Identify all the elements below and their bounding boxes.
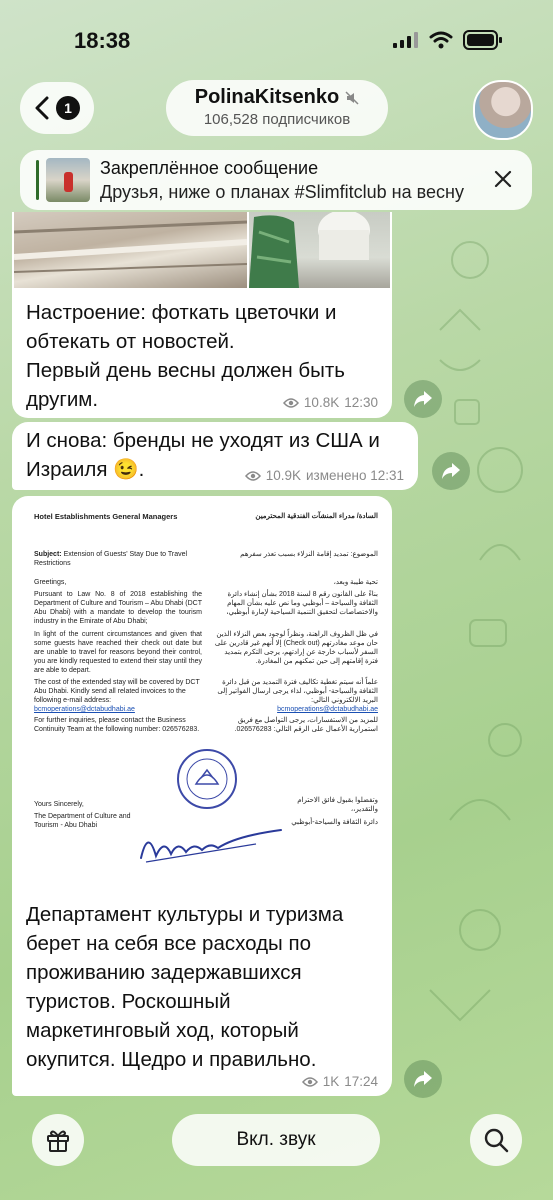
doc-greeting-ar: تحية طيبة وبعد، [333, 579, 378, 586]
message-text: Департамент культуры и туризма берет на себя все расходы по проживанию задержавшихся туристов. Роскошный маркетинговый ход, который окупится. Щедро и правильно. [26, 903, 344, 1071]
share-arrow-icon [413, 390, 433, 408]
unread-badge: 1 [56, 96, 80, 120]
message-meta: 10.8K 12:30 [283, 395, 378, 410]
message-meta: 1K 17:24 [302, 1074, 378, 1089]
photo-vase [249, 212, 390, 288]
back-button[interactable] [20, 82, 94, 134]
gift-icon [45, 1127, 71, 1153]
doc-paragraph-1: Pursuant to Law No. 8 of 2018 establishing the Department of Culture and Tourism – Abu Dhabi (DCT Abu Dhabi) with a mandate to develop the tourism industry in the Emirate of Abu Dhabi; [34, 591, 202, 625]
doc-closing: Yours Sincerely, [34, 801, 84, 808]
share-arrow-icon [413, 1070, 433, 1088]
pinned-indicator [36, 160, 39, 200]
doc-paragraph-4-ar: للمزيد من الاستفسارات، يرجى التواصل مع فريق استمرارية الأعمال على الرقم التالي: 026576283. [234, 717, 378, 733]
views-eye-icon [245, 470, 261, 482]
pinned-message-bar[interactable] [20, 150, 532, 210]
gift-button[interactable] [32, 1114, 84, 1166]
pinned-thumbnail [46, 158, 90, 202]
doc-signatory: The Department of Culture and Tourism - Abu Dhabi [34, 813, 131, 829]
chevron-left-icon [34, 96, 50, 120]
status-bar [0, 0, 553, 76]
battery-icon [463, 30, 503, 50]
message-bubble[interactable] [12, 422, 418, 490]
photo-tile[interactable] [14, 212, 247, 288]
views-eye-icon [283, 397, 299, 409]
unmute-button[interactable]: Вкл. звук [172, 1114, 380, 1166]
doc-paragraph-1-ar: بناءً على القانون رقم 8 لسنة 2018 بشأن إنشاء دائرة الثقافة والسياحة – أبوظبي وما نص عليه بشأن المهام والاختصاصات لتحقيق التنمية السياحية لإمارة أبوظبي، [226, 591, 378, 616]
muted-icon [345, 91, 359, 105]
wifi-icon [429, 31, 453, 49]
share-arrow-icon [441, 462, 461, 480]
channel-avatar[interactable] [473, 80, 533, 140]
pinned-title: Закреплённое сообщение [100, 158, 319, 178]
doc-header-ar: السادة/ مدراء المنشآت الفندقية المحترمين [255, 513, 378, 520]
message-text: Настроение: фоткать цветочки и обтекать от новостей. Первый день весны должен быть другим. [26, 301, 345, 411]
doc-paragraph-4: For further inquiries, please contact the Business Continuity Team at the following number: 026576283. [34, 717, 200, 733]
status-icons [393, 30, 503, 50]
photo-texture [14, 212, 247, 288]
channel-title-pill[interactable] [166, 80, 388, 136]
doc-subject: Subject: Extension of Guests' Stay Due to Travel Restrictions [34, 551, 188, 567]
search-icon [483, 1127, 509, 1153]
status-time: 18:38 [74, 28, 131, 53]
share-button[interactable] [404, 1060, 442, 1098]
message-meta: 10.9K изменено 12:31 [245, 468, 404, 483]
doc-paragraph-2: In light of the current circumstances and given that some guests have reached their check out date but are unable to travel for reasons beyond their control, you are kindly requested to extend their stay until they are able to depart. [34, 631, 202, 674]
photo-tile[interactable] [249, 212, 390, 288]
official-seal-icon [176, 748, 238, 810]
doc-header-en: Hotel Establishments General Managers [34, 512, 178, 521]
share-button[interactable] [432, 452, 470, 490]
share-button[interactable] [404, 380, 442, 418]
doc-paragraph-2-ar: في ظل الظروف الراهنة، ونظراً لوجود بعض النزلاء الذين حان موعد مغادرتهم (Check out) إلا أنهم غير قادرين على السفر لأسباب خارجة عن إرادتهم، يرجى التكرم بتمديد فترة إقامتهم إلى حين تمكنهم من المغادرة. [214, 631, 378, 665]
pinned-text: Друзья, ниже о планах #Slimfitclub на весну [100, 182, 464, 202]
doc-subject-ar: الموضوع: تمديد إقامة النزلاء بسبب تعذر سفرهم [240, 551, 378, 558]
doc-greeting: Greetings, [34, 579, 67, 586]
subscriber-count: 106,528 подписчиков [203, 111, 351, 128]
search-button[interactable] [470, 1114, 522, 1166]
views-eye-icon [302, 1076, 318, 1088]
document-image[interactable] [26, 500, 386, 880]
message-text: И снова: бренды не уходят из США и Израиля 😉. [26, 429, 380, 481]
doc-signatory-ar: دائرة الثقافة والسياحة-أبوظبي [291, 819, 378, 826]
doc-paragraph-3: The cost of the extended stay will be covered by DCT Abu Dhabi. Kindly send all related invoices to the following e-mail address: bcmoperations@dctabudhabi.ae [34, 679, 200, 713]
doc-paragraph-3-ar: علماً أنه سيتم تغطية تكاليف فترة التمديد من قبل دائرة الثقافة والسياحة- أبوظبي، لذاء يرجى ارسال الفواتير إلى البريد الالكتروني التالي: bcmoperations@dctabudhabi.ae [217, 679, 378, 713]
signal-icon [393, 32, 419, 48]
doc-closing-ar: وتفضلوا بقبول فائق الاحترام والتقدير،، [297, 797, 378, 813]
close-icon[interactable] [492, 168, 514, 190]
signature-icon [136, 818, 286, 868]
channel-name: PolinaKitsenko [194, 86, 340, 108]
message-bubble[interactable] [12, 212, 392, 418]
